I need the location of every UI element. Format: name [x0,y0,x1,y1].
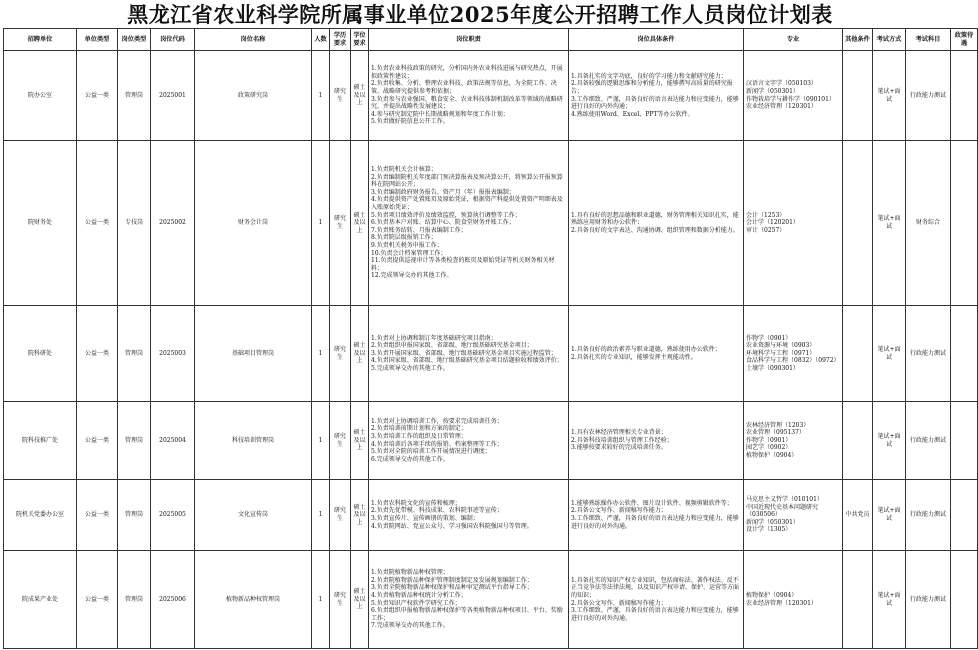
cell-count: 1 [312,51,330,141]
cell-policy [951,480,978,551]
cell-duties-line: 1.负责院机关会计核算； [371,166,437,174]
cell-education: 研究生 [330,402,351,480]
cell-duties-line: 12.完成领导交办的其他工作。 [371,272,453,280]
cell-duties-line: 3.负责参与农业强国、粮食安全、农业科技体制机制改革等领域的战略研究，并提出战略性发展建议； [371,95,563,111]
cell-other [843,306,873,402]
cell-exam-method: 笔试+面试 [873,402,906,480]
cell-duties-line: 4.负责植物新品种权统计分析工作； [371,591,467,599]
cell-majors [744,141,843,306]
cell-post-code: 2025006 [151,551,195,649]
cell-post-code: 2025004 [151,402,195,480]
cell-other [843,141,873,306]
cell-duties-line: 6.负责组织申报植物新品种权保护等各类植物新品种权项目、平台、奖励工作； [371,607,563,622]
cell-duties-line: 4.负责培训后各项手续的报销、档案整理等工作； [371,440,503,448]
cell-degree: 硕士及以上 [351,306,369,402]
cell-majors-line: 汉语言文字学（050103） [746,80,817,88]
cell-post-name: 基础项目管理岗 [195,306,312,402]
cell-duties-line: 4.负责国家级、省部级、地厅级基础研究基金项目结题验收和绩效评价； [371,357,563,365]
cell-education: 研究生 [330,306,351,402]
cell-majors [744,306,843,402]
cell-conditions-line: 2.具备公文写作、新闻稿写作能力； [571,507,667,515]
cell-duties-line: 4.参与研究制定院中长期战略规划和年度工作计划； [371,110,509,118]
cell-conditions-line: 2.具备扎实的专业知识，能够发挥主观能动性。 [571,353,697,361]
cell-duties [369,480,569,551]
cell-duties-line: 6.负责基本户对账、结算中心、院食堂财务并账工作； [371,219,515,227]
cell-exam-subject: 行政能力测试 [906,480,951,551]
cell-majors [744,551,843,649]
cell-unit: 院财务处 [4,141,77,306]
cell-other [843,51,873,141]
cell-conditions-line: 1.具备扎实的文字功底，良好的学习能力和文献研究能力； [571,72,727,80]
cell-unit-type: 公益一类 [77,141,118,306]
cell-conditions-line: 3.工作细致、严谨，具备良好的语言表达能力和应变能力，能够进行良好的对外沟通。 [571,607,739,622]
cell-count: 1 [312,480,330,551]
cell-conditions [569,480,744,551]
cell-exam-method: 笔试+面试 [873,551,906,649]
cell-duties-line: 5.负责项目绩效评价及绩效监控，预算执行调整等工作； [371,211,521,219]
cell-post-name: 政策研究岗 [195,51,312,141]
cell-count: 1 [312,306,330,402]
cell-conditions-line: 3.工作细致、严谨，具备良好的语言表达能力和应变能力，能够进行良好的内外沟通； [571,95,739,111]
cell-education: 研究生 [330,51,351,141]
cell-majors-line: 植物保护（0904） [746,451,798,459]
cell-unit: 院机关党委办公室 [4,480,77,551]
cell-post-type: 专技岗 [118,141,151,306]
cell-exam-method: 笔试+面试 [873,480,906,551]
header-education: 学历要求 [330,29,351,51]
cell-duties-line: 2.负责先优带模、科技成果、农科院事迹等宣传； [371,507,503,515]
cell-duties-line: 7.负责账务结转、月报表编制工作； [371,226,467,234]
cell-exam-method: 笔试+面试 [873,51,906,141]
cell-duties-line: 6.完成领导交办的其他工作。 [371,455,449,463]
cell-post-name: 植物新品种权管理岗 [195,551,312,649]
header-unit-type: 单位类型 [77,29,118,51]
header-duties: 岗位职责 [369,29,569,51]
cell-unit: 院办公室 [4,51,77,141]
cell-majors-line: 作物栽培学与耕作学（090101） [746,95,835,103]
cell-degree: 硕士及以上 [351,402,369,480]
cell-duties-line: 2.负责组织申报国家级、省部级、地厅级基础研究基金项目； [371,342,533,350]
cell-conditions-line: 1.具备良好的政治素养与职业道德，熟练使用办公软件； [571,345,721,353]
cell-post-type: 管理岗 [118,551,151,649]
cell-post-code: 2025005 [151,480,195,551]
cell-majors-line: 新闻学（050301） [746,87,799,95]
table-row [4,480,978,551]
cell-exam-method: 笔试+面试 [873,306,906,402]
cell-majors [744,480,843,551]
header-policy: 政策待遇 [951,29,978,51]
cell-duties-line: 4.负责院网站、党宣公众号、学习强国农科院强国号等管理。 [371,522,533,530]
cell-post-type: 管理岗 [118,306,151,402]
cell-policy [951,141,978,306]
cell-unit-type: 公益一类 [77,306,118,402]
cell-conditions-line: 1.能够熟练操作办公软件、图片设计软件、视频剪辑软件等； [571,499,733,507]
table-row [4,551,978,649]
cell-conditions-line: 1.具有农林经济管理相关专业背景； [571,429,667,437]
table-row [4,402,978,480]
cell-post-code: 2025003 [151,306,195,402]
cell-duties-line: 7.完成领导交办的其他工作。 [371,622,449,630]
cell-majors-line: 马克思主义哲学（010101） [746,496,823,504]
cell-majors-line: 新闻学（050301） [746,518,799,526]
cell-duties-line: 2.负责收集、分析、整理农业科技、政策法规等信息，为全院工作、决策、战略研究提供参考和依据； [371,80,557,95]
cell-duties-line: 5.负责做好院信息公开工作。 [371,118,449,126]
cell-post-name: 财务会计岗 [195,141,312,306]
header-exam-subject: 考试科目 [906,29,951,51]
cell-duties-line: 5.负责对全院的培训工作开展情况进行调度； [371,448,491,456]
cell-majors-line: 农业经济管理（120301） [746,103,817,111]
cell-duties [369,306,569,402]
table-row [4,141,978,306]
cell-majors-line: 农林经济管理（1203） [746,421,810,429]
cell-exam-subject: 财务综合 [906,141,951,306]
cell-policy [951,402,978,480]
cell-count: 1 [312,141,330,306]
cell-duties-line: 2.负责院植物新品种保护管理制度制定及发展规划编制工作； [371,576,533,584]
cell-duties-line: 9.负责机关税务申报工作； [371,241,443,249]
cell-unit: 院科技推广处 [4,402,77,480]
cell-majors-line: 植物保护（0904） [746,591,798,599]
cell-majors-line: 环境科学与工程（0971） [746,349,816,357]
cell-post-name: 文化宣传岗 [195,480,312,551]
header-exam-method: 考试方式 [873,29,906,51]
cell-majors-line: 设计学（1305） [746,526,792,534]
header-post-code: 岗位代码 [151,29,195,51]
recruitment-plan-table [3,28,978,649]
cell-duties-line: 3.负责开展国家级、省部级、地厅级基础研究基金项目实施过程监管； [371,349,557,357]
header-unit: 招聘单位 [4,29,77,51]
cell-unit-type: 公益一类 [77,551,118,649]
cell-education: 研究生 [330,480,351,551]
cell-duties-line: 5.完成领导交办的其他工作。 [371,364,449,372]
header-post-type: 岗位类型 [118,29,151,51]
cell-post-type: 管理岗 [118,402,151,480]
cell-duties-line: 1.负责对上协调培训工作，按要求完成培训任务； [371,417,503,425]
cell-conditions-line: 1.具有良好的思想品德和职业道德，财务管理相关知识扎实，能熟练应用财务和办公软件； [571,211,739,227]
cell-duties-line: 2.负责编制院机关年度部门预决算报表及预决算公开，将预算公开报预算科在院网站公开； [371,173,563,189]
cell-duties-line: 11.负责提供巡视审计等各类检查的账页及原始凭证等机关财务相关材料； [371,257,555,272]
cell-majors [744,51,843,141]
header-other: 其他条件 [843,29,873,51]
cell-unit: 院成果产业处 [4,551,77,649]
cell-policy [951,306,978,402]
cell-conditions-line: 3.能够按要求较好的完成培训任务。 [571,444,667,452]
cell-duties-line: 10.负责会计档案管理工作； [371,249,447,257]
cell-duties-line: 1.负责对上协调和制订年度基础研究项目指南； [371,334,497,342]
cell-duties-line: 2.负责培训前期计划和方案的制定； [371,425,467,433]
cell-conditions-line: 2.具备良好的文字表达、沟通协调、组织管理和数据分析能力。 [571,226,739,234]
cell-other [843,402,873,480]
cell-duties-line: 1.负责院植物新品种权管理； [371,569,449,577]
cell-exam-subject: 行政能力测试 [906,402,951,480]
cell-duties-line: 3.负责全院植物新品种权保护和品种审定测试平台指导工作； [371,584,533,592]
cell-count: 1 [312,551,330,649]
header-conditions: 岗位具体条件 [569,29,744,51]
cell-majors-line: 食品科学与工程（0832）（0972） [746,357,840,365]
cell-majors-line: 会计学（120201） [746,219,799,227]
cell-policy [951,551,978,649]
cell-post-type: 管理岗 [118,480,151,551]
cell-conditions [569,51,744,141]
cell-unit-type: 公益一类 [77,480,118,551]
cell-unit-type: 公益一类 [77,402,118,480]
cell-conditions-line: 3.工作细致、严谨，具备良好的语言表达能力和应变能力，能够进行良好的对外沟通。 [571,515,739,530]
cell-majors-line: 农业资源与环境（0903） [746,342,816,350]
cell-duties-line: 4.负责提供资产处置账页及原始凭证，根据资产科提供处置资产明细表及入账原始凭证； [371,196,563,212]
cell-majors-line: 会计（1253） [746,211,786,219]
cell-conditions [569,306,744,402]
cell-duties-line: 1.负责农业科技政策的研究，分析国内外农业科技进展与研究热点，开展拟政策性建议； [371,65,563,80]
cell-majors-line: 审计（0257） [746,226,786,234]
cell-duties [369,51,569,141]
cell-count: 1 [312,402,330,480]
cell-majors-line: 作物学（0901） [746,334,792,342]
header-post-name: 岗位名称 [195,29,312,51]
cell-conditions-line: 2.具备公文写作、新闻稿写作能力； [571,599,667,607]
cell-other: 中共党员 [843,480,873,551]
cell-majors-line: 作物学（0901） [746,436,792,444]
cell-majors-line: 农业经济管理（120301） [746,599,817,607]
cell-exam-method: 笔试+面试 [873,141,906,306]
cell-exam-subject: 行政能力测试 [906,551,951,649]
cell-degree: 硕士及以上 [351,141,369,306]
cell-majors-line: 土壤学（090301） [746,364,799,372]
cell-conditions [569,141,744,306]
header-degree: 学位要求 [351,29,369,51]
page-title: 黑龙江省农业科学院所属事业单位2025年度公开招聘工作人员岗位计划表 [127,2,833,27]
cell-policy [951,51,978,141]
cell-duties-line: 3.负责宣传片、宣传画册的策划、编制； [371,515,479,522]
cell-degree: 硕士及以上 [351,51,369,141]
cell-education: 研究生 [330,141,351,306]
cell-exam-subject: 行政能力测试 [906,51,951,141]
cell-conditions-line: 2.具备科技培训组织与管理工作经验； [571,436,673,444]
cell-education: 研究生 [330,551,351,649]
cell-degree: 硕士及以上 [351,480,369,551]
cell-unit: 院科研处 [4,306,77,402]
cell-majors-line: 农业管理（095137） [746,429,805,437]
cell-duties [369,141,569,306]
cell-majors-line: 园艺学（0902） [746,444,792,452]
cell-conditions-line: 1.具备扎实的知识产权专业知识，包括商标法、著作权法、反不正当竞争法等法律法规，以及知识产权申请、保护、运营等方面的知识； [571,576,740,599]
cell-majors [744,402,843,480]
cell-post-name: 科技培训管理岗 [195,402,312,480]
cell-unit-type: 公益一类 [77,51,118,141]
cell-other [843,551,873,649]
cell-duties-line: 8.负责院层级报销工作； [371,234,437,242]
cell-post-code: 2025001 [151,51,195,141]
cell-duties [369,402,569,480]
cell-duties-line: 3.负责培训工作的组织及日常管理； [371,432,467,440]
cell-duties-line: 5.负责知识产权软件学研究工作； [371,599,461,607]
cell-conditions-line: 2.具备较强的逻辑思维和分析能力，能够撰写高质量的研究报告； [571,80,733,95]
cell-degree: 硕士及以上 [351,551,369,649]
table-header-row [4,29,978,51]
cell-conditions-line: 4.熟练使用Word、Excel、PPT等办公软件。 [571,110,694,118]
cell-duties [369,551,569,649]
cell-duties-line: 3.负责编制政府财务报告、资产月（年）报报表编制； [371,188,515,196]
cell-post-code: 2025002 [151,141,195,306]
cell-post-type: 管理岗 [118,51,151,141]
cell-conditions [569,551,744,649]
cell-conditions [569,402,744,480]
cell-duties-line: 1.负责农科院文化的宣传和梳理； [371,499,461,507]
header-major: 专业 [744,29,843,51]
table-row [4,306,978,402]
header-count: 人数 [312,29,330,51]
cell-majors-line: 中国近现代史基本问题研究（030506） [746,503,819,519]
cell-exam-subject: 行政能力测试 [906,306,951,402]
table-row [4,51,978,141]
